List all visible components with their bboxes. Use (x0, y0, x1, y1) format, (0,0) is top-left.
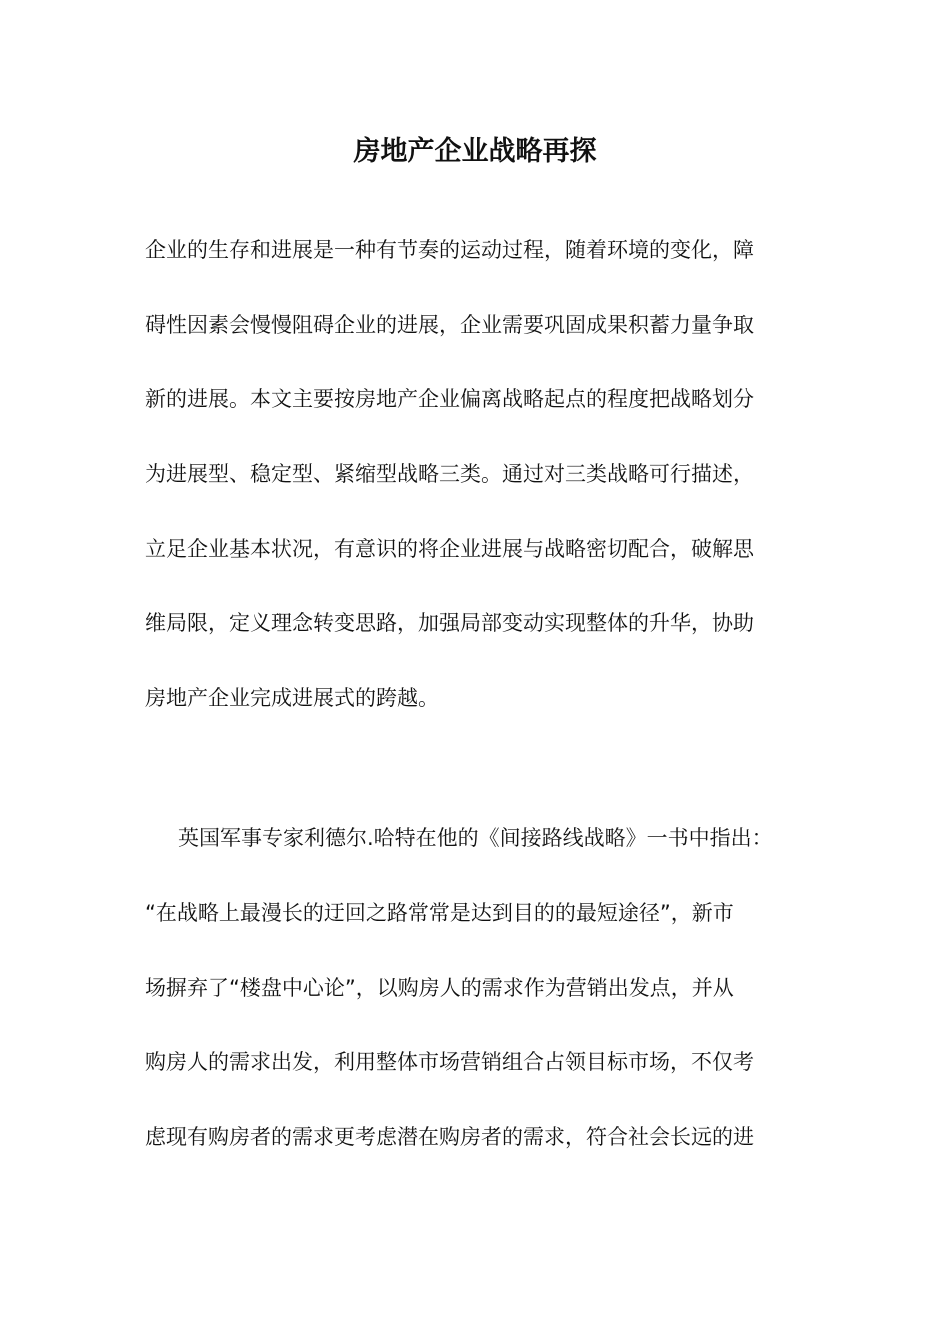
paragraph-line: 新的进展。本文主要按房地产企业偏离战略起点的程度把战略划分 (145, 387, 754, 411)
paragraph-line: 为进展型、稳定型、紧缩型战略三类。通过对三类战略可行描述， (145, 462, 754, 486)
paragraph-line: “在战略上最漫长的迂回之路常常是达到目的的最短途径”，新市 (145, 901, 734, 925)
paragraph-line: 企业的生存和进展是一种有节奏的运动过程，随着环境的变化，障 (145, 238, 754, 262)
document-title: 房地产企业战略再探 (353, 136, 597, 167)
paragraph-line: 房地产企业完成进展式的跨越。 (145, 686, 439, 710)
paragraph-line: 碍性因素会慢慢阻碍企业的进展，企业需要巩固成果积蓄力量争取 (145, 313, 754, 337)
paragraph-line: 立足企业基本状况，有意识的将企业进展与战略密切配合，破解思 (145, 537, 754, 561)
paragraph-line: 虑现有购房者的需求更考虑潜在购房者的需求，符合社会长远的进 (145, 1125, 754, 1149)
paragraph-line: 维局限，定义理念转变思路，加强局部变动实现整体的升华，协助 (145, 611, 754, 635)
paragraph-line: 购房人的需求出发，利用整体市场营销组合占领目标市场，不仅考 (145, 1050, 754, 1074)
paragraph-line: 场摒弃了“楼盘中心论”，以购房人的需求作为营销出发点，并从 (145, 976, 734, 1000)
paragraph-line: 英国军事专家利德尔.哈特在他的《间接路线战略》一书中指出： (178, 826, 773, 850)
